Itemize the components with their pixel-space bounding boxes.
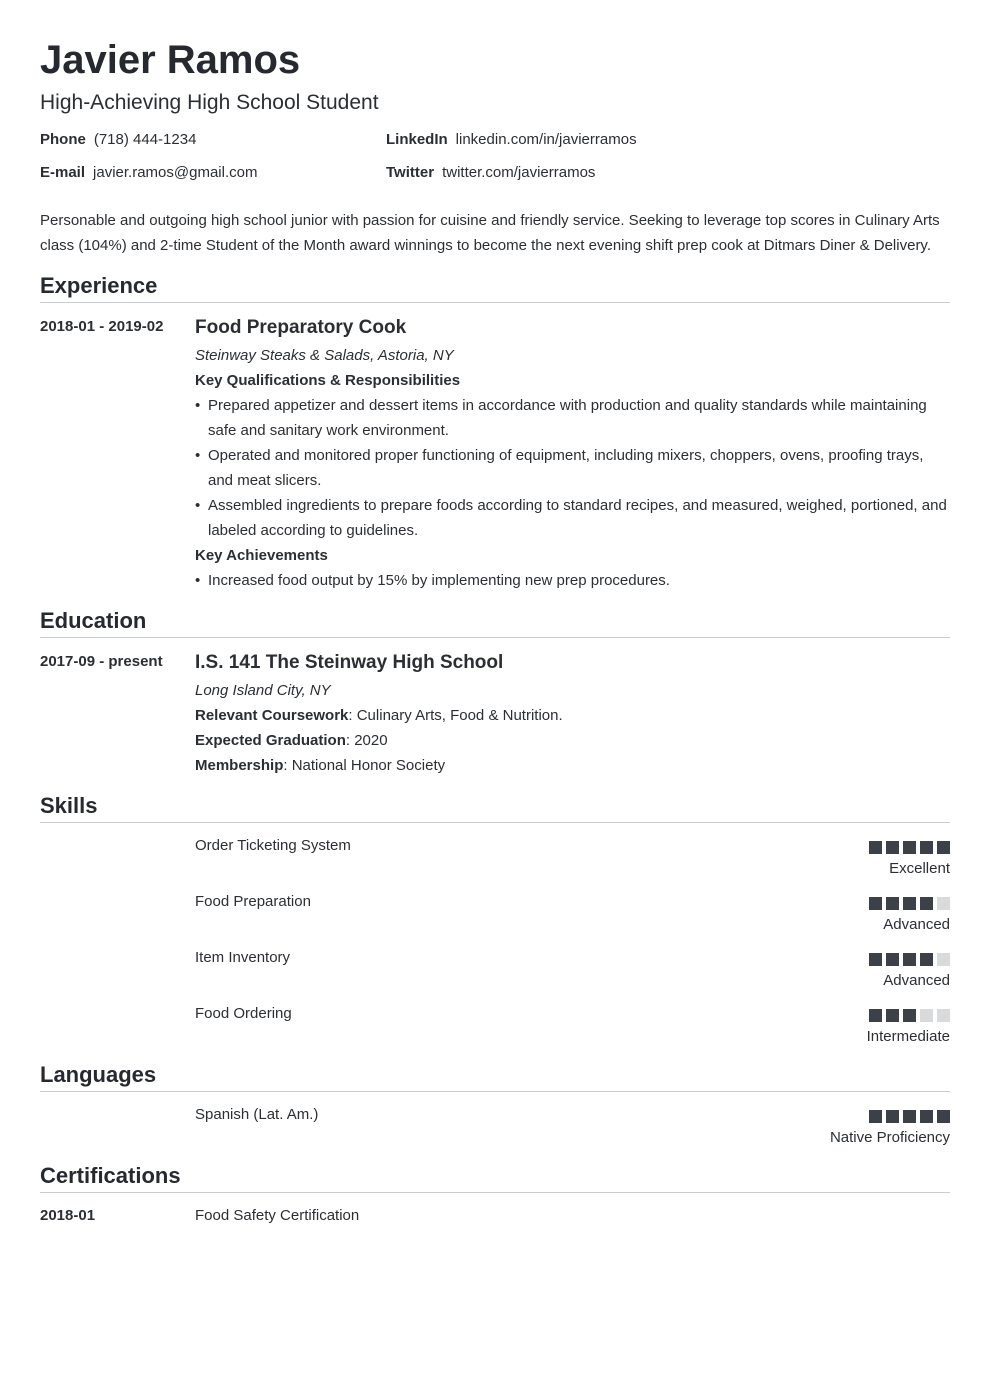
job-date: 2018-01 - 2019-02 — [40, 318, 164, 335]
list-item: • Operated and monitored proper functioning of equipment, including mixers, choppers, ovens, proofing trays, and meat slicers. — [195, 443, 950, 493]
education-entry — [40, 650, 950, 778]
rating-square-filled — [869, 1009, 882, 1022]
languages-list — [40, 1092, 950, 1148]
detail-label: Expected Graduation — [195, 732, 346, 749]
list-item: • Prepared appetizer and dessert items in accordance with production and quality standards while maintaining safe and sanitary work environment. — [195, 393, 950, 443]
rating-square-filled — [886, 1110, 899, 1123]
rating-name: Item Inventory — [195, 949, 291, 966]
rating-row — [195, 991, 950, 1047]
detail-value: : 2020 — [345, 732, 388, 749]
rating-square-filled — [920, 953, 933, 966]
rating-square-filled — [903, 841, 916, 854]
section-title-languages: Languages — [40, 1061, 950, 1092]
rating-dots — [869, 841, 950, 854]
school-location: Long Island City, NY — [195, 682, 331, 699]
rating-row — [195, 1092, 950, 1148]
rating-level: Native Proficiency — [829, 1129, 950, 1146]
rating-square-filled — [920, 1110, 933, 1123]
rating-square-filled — [903, 897, 916, 910]
section-title-experience: Experience — [40, 272, 950, 303]
contact-phone — [40, 130, 196, 150]
rating-square-filled — [920, 897, 933, 910]
linkedin-label: LinkedIn — [386, 131, 448, 148]
rating-square-filled — [937, 1110, 950, 1123]
email-label: E-mail — [40, 164, 86, 181]
detail-value: : Culinary Arts, Food & Nutrition. — [348, 707, 563, 724]
rating-square-filled — [869, 897, 882, 910]
rating-dots — [869, 953, 950, 966]
email-link[interactable]: javier.ramos@gmail.com — [93, 164, 258, 181]
rating-dots — [869, 1009, 950, 1022]
languages-section — [40, 1061, 950, 1148]
rating-level: Advanced — [883, 916, 950, 933]
rating-name: Spanish (Lat. Am.) — [195, 1106, 319, 1123]
achievements-heading: Key Achievements — [195, 547, 328, 564]
rating-square-filled — [886, 1009, 899, 1022]
rating-square-filled — [869, 1110, 882, 1123]
twitter-label: Twitter — [386, 164, 435, 181]
rating-dots — [869, 897, 950, 910]
certification-name: Food Safety Certification — [195, 1207, 360, 1224]
contact-email — [40, 163, 257, 183]
section-title-skills: Skills — [40, 792, 950, 823]
rating-square-filled — [886, 841, 899, 854]
rating-row — [195, 935, 950, 991]
phone-label: Phone — [40, 131, 86, 148]
section-title-education: Education — [40, 607, 950, 638]
responsibilities-heading: Key Qualifications & Responsibilities — [195, 372, 461, 389]
rating-square-filled — [937, 841, 950, 854]
detail-label: Relevant Coursework — [195, 707, 349, 724]
twitter-link[interactable]: twitter.com/javierramos — [442, 164, 596, 181]
certifications-section — [40, 1162, 950, 1227]
section-title-certifications: Certifications — [40, 1162, 950, 1193]
rating-level: Excellent — [889, 860, 950, 877]
experience-entry — [40, 315, 950, 593]
resume-page — [40, 36, 950, 1227]
experience-section — [40, 272, 950, 593]
detail-value: : National Honor Society — [283, 757, 446, 774]
rating-name: Food Preparation — [195, 893, 311, 910]
detail-label: Membership — [195, 757, 284, 774]
certification-entry — [40, 1205, 950, 1227]
job-title: Food Preparatory Cook — [195, 317, 407, 338]
rating-row — [195, 879, 950, 935]
rating-square-filled — [886, 897, 899, 910]
job-company: Steinway Steaks & Salads, Astoria, NY — [195, 347, 454, 364]
rating-square-filled — [869, 841, 882, 854]
rating-square-empty — [937, 1009, 950, 1022]
skills-list — [40, 823, 950, 1047]
education-detail — [195, 753, 950, 778]
education-detail — [195, 703, 950, 728]
certification-date: 2018-01 — [40, 1207, 96, 1224]
achievements-list — [195, 568, 950, 593]
phone-value: (718) 444-1234 — [93, 131, 197, 148]
summary-text: Personable and outgoing high school junior with passion for cuisine and friendly service. Seeking to leverage top scores in Culinary Arts class (104%) and 2-time Student of the Month award winnings to become the next evening shift prep cook at Ditmars Diner & Delivery. — [40, 212, 940, 254]
list-item: • Assembled ingredients to prepare foods according to standard recipes, and measured, weighed, portioned, and labeled according to guidelines. — [195, 493, 950, 543]
education-detail — [195, 728, 950, 753]
rating-name: Order Ticketing System — [195, 837, 351, 854]
skills-section — [40, 792, 950, 1047]
rating-square-filled — [903, 953, 916, 966]
responsibilities-list — [195, 393, 950, 543]
education-date: 2017-09 - present — [40, 653, 163, 670]
school-name: I.S. 141 The Steinway High School — [195, 652, 504, 673]
rating-square-empty — [920, 1009, 933, 1022]
rating-name: Food Ordering — [195, 1005, 292, 1022]
rating-square-filled — [869, 953, 882, 966]
candidate-subtitle: High-Achieving High School Student — [40, 91, 379, 114]
rating-level: Advanced — [883, 972, 950, 989]
contact-linkedin — [386, 130, 637, 150]
rating-square-filled — [886, 953, 899, 966]
linkedin-link[interactable]: linkedin.com/in/javierramos — [455, 131, 637, 148]
contact-twitter — [386, 163, 595, 183]
rating-dots — [869, 1110, 950, 1123]
rating-square-empty — [937, 897, 950, 910]
list-item: • Increased food output by 15% by implementing new prep procedures. — [195, 568, 950, 593]
rating-square-empty — [937, 953, 950, 966]
education-section — [40, 607, 950, 778]
rating-row — [195, 823, 950, 879]
contact-info — [40, 130, 950, 196]
rating-square-filled — [903, 1009, 916, 1022]
rating-square-filled — [903, 1110, 916, 1123]
rating-level: Intermediate — [866, 1028, 950, 1045]
candidate-name: Javier Ramos — [40, 38, 301, 82]
rating-square-filled — [920, 841, 933, 854]
